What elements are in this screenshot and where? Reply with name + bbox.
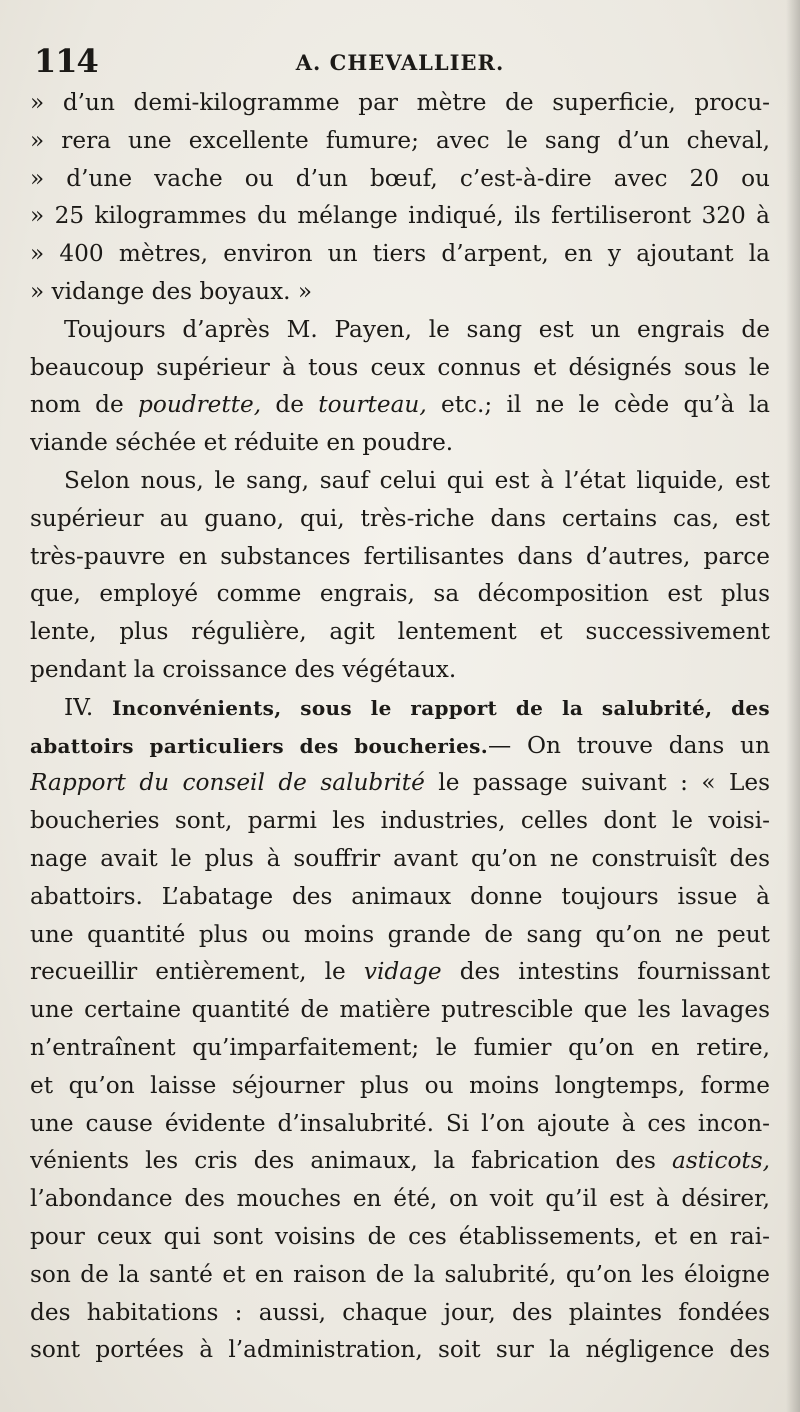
text-run: le passage suivant : « Les xyxy=(424,769,770,797)
text-line: » d’une vache ou d’un bœuf, c’est-à-dire avec 20 ou xyxy=(30,164,770,192)
text-line xyxy=(30,386,770,424)
section-heading-line xyxy=(30,689,770,727)
text-line: et qu’on laisse séjourner plus ou moins longtemps, forme xyxy=(30,1071,770,1099)
text-line: n’entraînent qu’imparfaitement; le fumier qu’on en retire, xyxy=(30,1033,770,1061)
text-run: de xyxy=(261,391,319,419)
text-run: nom de xyxy=(30,391,139,419)
text-line: abattoirs. L’abatage des animaux donne toujours issue à xyxy=(30,882,770,910)
text-line: que, employé comme engrais, sa décomposition est plus xyxy=(30,580,770,608)
text-run: recueillir entièrement, le xyxy=(30,958,364,986)
italic-term-poudrette: poudrette, xyxy=(138,391,262,419)
text-line: sont portées à l’administration, soit sur la négligence des xyxy=(30,1336,770,1364)
text-line: son de la santé et en raison de la salubrité, qu’on les éloigne xyxy=(30,1260,770,1288)
section-number: IV. xyxy=(64,693,113,721)
page-edge-shadow xyxy=(786,0,800,1412)
text-line: boucheries sont, parmi les industries, celles dont le voisi- xyxy=(30,807,770,835)
text-run: des intestins fournissant xyxy=(441,958,770,986)
text-line: des habitations : aussi, chaque jour, des plaintes fondées xyxy=(30,1298,770,1326)
section-title-continued: abattoirs particuliers des boucheries. xyxy=(30,733,488,758)
text-line: pendant la croissance des végétaux. xyxy=(30,655,457,683)
text-run: vénients les cris des animaux, la fabrication des xyxy=(30,1147,672,1175)
text-line: viande séchée et réduite en poudre. xyxy=(30,429,454,457)
text-line: lente, plus régulière, agit lentement et successivement xyxy=(30,618,770,646)
text-line: » vidange des boyaux. » xyxy=(30,277,313,305)
italic-report-title: Rapport du conseil de salubrité xyxy=(30,769,425,797)
text-line: une cause évidente d’insalubrité. Si l’on ajoute à ces incon- xyxy=(30,1109,770,1137)
text-line: pour ceux qui sont voisins de ces établissements, et en rai- xyxy=(30,1222,770,1250)
italic-term-vidage: vidage xyxy=(363,958,442,986)
text-line: » 25 kilogrammes du mélange indiqué, ils fertiliseront 320 à xyxy=(30,202,770,230)
section-title: Inconvénients, sous le rapport de la salubrité, des xyxy=(112,695,770,720)
text-line xyxy=(30,764,770,802)
text-line: l’abondance des mouches en été, on voit qu’il est à désirer, xyxy=(30,1185,770,1213)
text-line xyxy=(30,953,770,991)
italic-term-tourteau: tourteau, xyxy=(318,391,427,419)
paragraph-start: Toujours d’après M. Payen, le sang est un engrais de xyxy=(64,315,770,343)
text-line: beaucoup supérieur à tous ceux connus et désignés sous le xyxy=(30,353,770,381)
text-line xyxy=(30,1142,770,1180)
page-number: 114 xyxy=(34,42,98,80)
text-line: très-pauvre en substances fertilisantes dans d’autres, parce xyxy=(30,542,770,570)
text-line: nage avait le plus à souffrir avant qu’on ne construisît des xyxy=(30,844,770,872)
text-line: » d’un demi-kilogramme par mètre de superficie, procu- xyxy=(30,89,770,116)
paragraph-start: Selon nous, le sang, sauf celui qui est à l’état liquide, est xyxy=(64,466,770,494)
text-run: — On trouve dans un xyxy=(487,731,770,759)
text-line: supérieur au guano, qui, très-riche dans certains cas, est xyxy=(30,504,770,532)
running-head: A. CHEVALLIER. xyxy=(295,50,505,75)
text-line: une certaine quantité de matière putrescible que les lavages xyxy=(30,996,770,1024)
section-heading-line xyxy=(30,727,770,765)
page-header xyxy=(30,38,770,84)
text-line: » rera une excellente fumure; avec le sang d’un cheval, xyxy=(30,126,770,154)
italic-term-asticots: asticots, xyxy=(672,1147,770,1175)
body-text xyxy=(30,84,770,1369)
text-run: etc.; il ne le cède qu’à la xyxy=(426,391,770,419)
text-line: » 400 mètres, environ un tiers d’arpent, en y ajoutant la xyxy=(30,240,770,268)
text-line: une quantité plus ou moins grande de sang qu’on ne peut xyxy=(30,920,770,948)
